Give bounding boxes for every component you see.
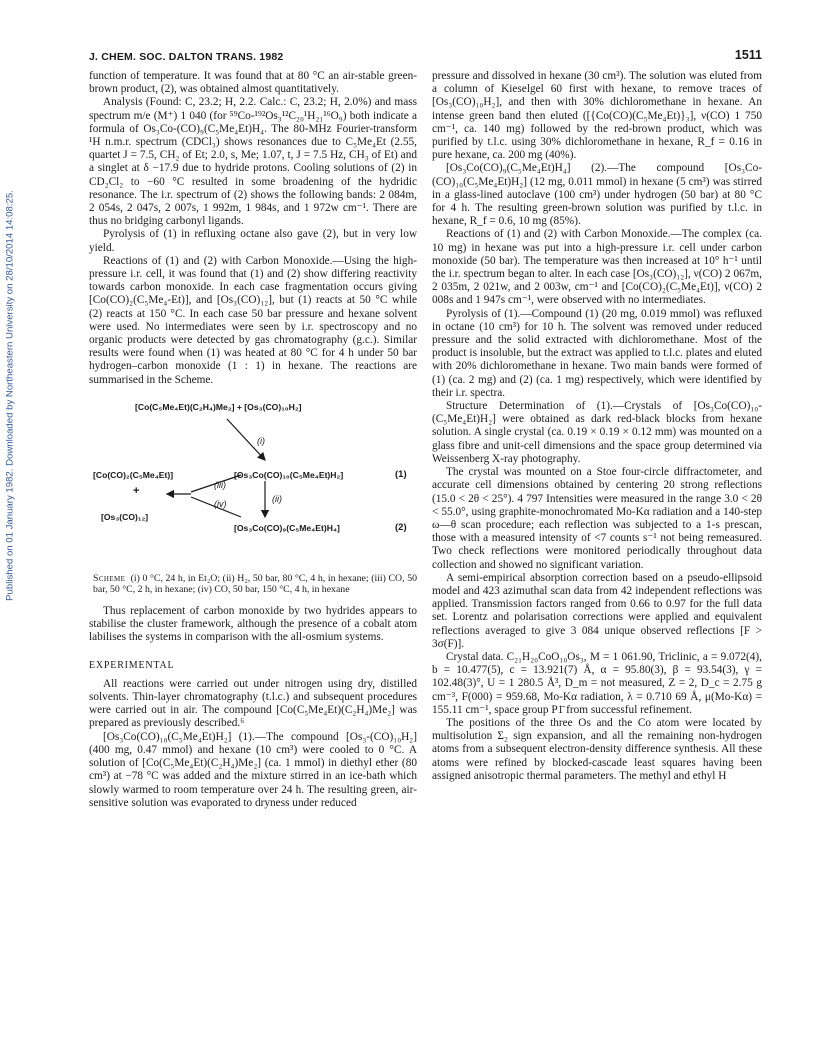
paragraph: Reactions of (1) and (2) with Carbon Monoxide.—Using the high-pressure i.r. cell, it was found that (1) and (2) show differing reactivity towards carbon monoxide. In each case fragmentation occurs giving [Co(CO)₂(C₅Me₄-Et)], and [Os₃(CO)₁₂], but (1) reacts at 50 °C while (2) reacts at 150 °C. In each case 50 bar pressure and hexane solvent were used. No intermediates were seen by i.r. spectroscopy and no organic products were detected by gas chromatography (g.c.). Similar results were found when (1) was heated at 80 °C for 4 h under 50 bar hydrogen–carbon monoxide (1 : 1) in hexane. The reactions are summarised in the Scheme. bbox=[89, 254, 417, 386]
scheme-frag-co: [Co(CO)₂(C₅Me₄Et)] bbox=[93, 469, 174, 480]
scheme-plus: + bbox=[133, 484, 140, 497]
scheme-step-ii: (ii) bbox=[272, 493, 282, 504]
paragraph: All reactions were carried out under nitrogen using dry, distilled solvents. Thin-layer chromatography (t.l.c.) and subsequent procedures were carried out in air. The compound [Co(C₅Me₄Et)(C₂H₄)Me₂] was prepared as previously described.⁶ bbox=[89, 677, 417, 730]
scheme-step-iv: (iv) bbox=[214, 498, 227, 509]
scheme-frag-os: [Os₃(CO)₁₂] bbox=[101, 511, 149, 522]
scheme-step-iii: (iii) bbox=[214, 479, 226, 490]
paragraph: pressure and dissolved in hexane (30 cm³). The solution was eluted from a column of Kieselgel 60 first with hexane, to remove traces of [Os₃(CO)₁₀H₂], and then with 30% dichloromethane in hexane. An intense green band then eluted ([{Co(CO)(C₅Me₄Et)}₃], ν(CO) 1 750 cm⁻¹, ca. 140 mg) followed by the red-brown product, which was purified by t.l.c. using 30% dichloromethane in hexane, R_f = 0.16 in pure hexane, ca. 200 mg (40%). bbox=[432, 70, 762, 162]
page-number: 1511 bbox=[734, 48, 762, 62]
paragraph: Crystal data. C₂₁H₂₀CoO₁₀Os₃, M = 1 061.90, Triclinic, a = 9.072(4), b = 10.477(5), c = 13.921(7) Å, α = 95.80(3), β = 93.54(3), γ = 102.48(3)°, U = 1 280.5 Å³, D_m = not measured, Z = 2, D_c = 2.75 g cm⁻³, F(000) = 959.68, Mo-Kα radiation, λ = 0.710 69 Å, μ(Mo-Kα) = 155.11 cm⁻¹, space group P1̄ from successful refinement. bbox=[432, 650, 762, 716]
scheme-start-complex: [Co(C₅Me₄Et)(C₂H₄)Me₂] + [Os₃(CO)₁₀H₂] bbox=[135, 401, 302, 412]
paragraph: Reactions of (1) and (2) with Carbon Monoxide.—The complex (ca. 10 mg) in hexane was put into a high-pressure i.r. cell under carbon monoxide (50 bar). The temperature was then increased at 10° h⁻¹ until the i.r. spectrum began to alter. In each case [Os₃(CO)₁₂], ν(CO) 2 067m, 2 035m, 2 021w, and 2 003w, cm⁻¹ and [Co(CO)₂(C₅Me₄Et)], ν(CO) 2 008s and 1 947s cm⁻¹, were observed with no intermediates. bbox=[432, 228, 762, 307]
paragraph: The positions of the three Os and the Co atom were located by multisolution Σ₂ sign expansion, and all the remaining non-hydrogen atoms from a subsequent electron-density difference synthesis. All these atoms were refined by blocked-cascade least squares having been assigned anisotropic thermal parameters. The methyl and ethyl H bbox=[432, 716, 762, 782]
paragraph: The crystal was mounted on a Stoe four-circle diffractometer, and accurate cell dimensions obtained by centering 20 strong reflections (15.0 < 2θ < 25°). 4 797 Intensities were measured in the range 3.0 < 2θ < 55.0°, using graphite-monochromated Mo-Kα radiation and a 140-step ω—θ scan procedure; each reflection was subjected to a 1-s prescan, those with a measured intensity of <7 counts s⁻¹ not being remeasured. Two check reflections were monitored periodically throughout data collection and showed no significant variation. bbox=[432, 466, 762, 571]
paragraph: A semi-empirical absorption correction based on a pseudo-ellipsoid model and 423 azimuthal scan data from 42 independent reflections was applied. Transmission factors ranged from 0.66 to 0.97 for the full data set. Lorentz and polarisation corrections were applied and equivalent reflections averaged to give 3 084 unique observed reflections [F > 3σ(F)]. bbox=[432, 571, 762, 650]
download-notice: Published on 01 January 1982. Downloaded by Northeastern University on 28/10/2014 14:08:25. bbox=[4, 190, 16, 601]
download-notice-sidebar bbox=[0, 120, 20, 680]
scheme-caption-label: Scheme bbox=[93, 572, 126, 584]
scheme-step-i: (i) bbox=[257, 435, 265, 446]
left-column bbox=[89, 70, 417, 810]
paragraph: function of temperature. It was found that at 80 °C an air-stable green-brown product, (2), was obtained almost quantitatively. bbox=[89, 70, 417, 96]
paragraph: Analysis (Found: C, 23.2; H, 2.2. Calc.: C, 23.2; H, 2.0%) and mass spectrum m/e (M⁺) 1 040 (for ⁵⁹Co-¹⁹²Os₃¹²C₂₀¹H₂₁¹⁶O₉) both indicate a formula of Os₃Co-(CO)₉(C₅Me₄Et)H₄. The 80-MHz Fourier-transform ¹H n.m.r. spectrum (CDCl₃) shows resonances due to C₅Me₄Et (2.55, quartet J = 7.5, CH₂ of Et; 2.0, s, Me; 1.07, t, J = 7.5 Hz, CH₃ of Et) and a singlet at δ −17.9 due to hydride protons. Cooling solutions of (2) in CD₂Cl₂ to −60 °C resulted in some broadening of the hydridic resonance. The i.r. spectrum of (2) shows the following bands: 2 084m, 2 054s, 2 047s, 2 007s, 1 992m, 1 984s, and 1 972w cm⁻¹. There are thus no bridging carbonyl ligands. bbox=[89, 96, 417, 228]
scheme-caption-text: (i) 0 °C, 24 h, in Et₂O; (ii) H₂, 50 bar, 80 °C, 4 h, in hexane; (iii) CO, 50 bar, 50 °C, 2 h, in hexane; (iv) CO, 50 bar, 150 °C, 4 h, in hexane bbox=[93, 572, 417, 596]
paragraph: Thus replacement of carbon monoxide by two hydrides appears to stabilise the cluster framework, although the presence of a cobalt atom labilises the systems in comparison with the all-osmium systems. bbox=[89, 605, 417, 644]
paragraph: Pyrolysis of (1).—Compound (1) (20 mg, 0.019 mmol) was refluxed in octane (10 cm³) for 10 h. The solvent was removed under reduced pressure and the solid extracted with dichloromethane. Most of the product is insoluble, but the extract was applied to t.l.c. plates and eluted with 20% dichloromethane in hexane. Two main bands were formed of (1) (ca. 2 mg) and (2) (ca. 1 mg) respectively, which were identified by their i.r. spectra. bbox=[432, 307, 762, 399]
scheme-product-2: [Os₃Co(CO)₉(C₅Me₄Et)H₄] bbox=[234, 522, 340, 533]
paragraph: Structure Determination of (1).—Crystals of [Os₃Co(CO)₁₀-(C₅Me₄Et)H₂] were obtained as dark red-black blocks from hexane solution. A single crystal (ca. 0.19 × 0.19 × 0.12 mm) was mounted on a glass fibre and unit-cell dimensions and the space group determined via Weissenberg X-ray photography. bbox=[432, 400, 762, 465]
scheme-product-1-number: (1) bbox=[395, 468, 407, 480]
running-header bbox=[89, 48, 762, 66]
scheme-product-2-number: (2) bbox=[395, 521, 407, 533]
scheme-product-1: [Os₃Co(CO)₁₀(C₅Me₄Et)H₂] bbox=[234, 469, 344, 480]
section-heading-experimental: EXPERIMENTAL bbox=[89, 659, 175, 671]
paragraph: [Os₃Co(CO)₁₀(C₅Me₄Et)H₂] (1).—The compound [Os₃-(CO)₁₀H₂] (400 mg, 0.47 mmol) and hexane (10 cm³) were cooled to 0 °C. A solution of [Co(C₅Me₄Et)(C₂H₄)Me₂] (ca. 1 mmol) in diethyl ether (80 cm³) at −78 °C was added and the mixture stirred in an ice-bath which slowly warmed to room temperature over 24 h. The resulting green, air-sensitive solution was evaporated to dryness under reduced bbox=[89, 730, 417, 809]
paragraph: [Os₃Co(CO)₉(C₅Me₄Et)H₄] (2).—The compound [Os₃Co-(CO)₁₀(C₅Me₄Et)H₂] (12 mg, 0.011 mmol) in hexane (5 cm³) was stirred in a glass-lined autoclave (100 cm³) under hydrogen (50 bar) at 80 °C for 4 h. The resulting green-brown solution was purified by t.l.c. in hexane, R_f = 0.6, 10 mg (85%). bbox=[432, 162, 762, 228]
right-column bbox=[432, 70, 762, 783]
reaction-scheme bbox=[89, 397, 417, 573]
journal-title: J. CHEM. SOC. DALTON TRANS. 1982 bbox=[89, 51, 284, 63]
scheme-caption bbox=[89, 573, 417, 596]
paragraph: Pyrolysis of (1) in refluxing octane also gave (2), but in very low yield. bbox=[89, 228, 417, 254]
